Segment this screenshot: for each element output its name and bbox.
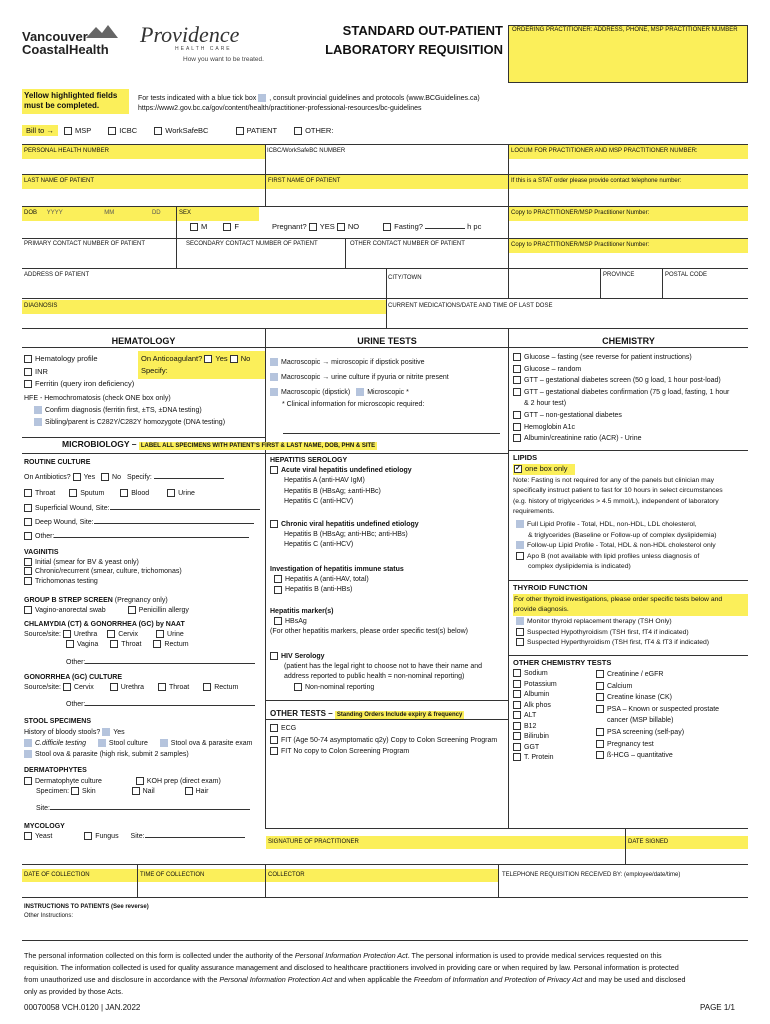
gc-throat[interactable]: Throat [158, 684, 189, 691]
blue-notice: For tests indicated with a blue tick box , consult provincial guidelines and protocols (www.BCGuidelines.ca) https://www2.gov.bc.ca/gov/content/health/practitioner-professional-resources/bc-guidelines [138, 95, 480, 112]
bill-msp[interactable]: MSP [64, 126, 91, 135]
urine-title: URINE TESTS [357, 336, 417, 346]
derm-nail[interactable]: Nail [132, 788, 155, 795]
gtt-screen[interactable]: GTT – gestational diabetes screen (50 g load, 1 hour post-load) [513, 375, 729, 387]
copy-to-2-field[interactable]: Copy to PRACTITIONER/MSP Practitioner Number: [509, 239, 748, 253]
apo-b[interactable]: Apo B (not available with lipid profiles unless diagnosis of [516, 552, 717, 563]
thyroid-hypo[interactable]: Suspected Hypothyroidism (TSH first, fT4 if indicated) [516, 628, 709, 639]
lipids-title: LIPIDS [513, 453, 538, 462]
culture-site-row [24, 489, 195, 498]
anticoag-box: On Anticoagulant? Yes No Specify: [138, 351, 265, 379]
hematology-list [24, 353, 134, 391]
hfe-sibling[interactable]: Sibling/parent is C282Y/C282Y homozygote (DNA testing) [34, 417, 225, 429]
fasting-check[interactable]: Fasting? [383, 222, 423, 231]
chem-psa[interactable]: PSA – Known or suspected prostate [596, 704, 719, 716]
hematology-title: HEMATOLOGY [111, 336, 176, 346]
form-number: 00070058 VCH.0120 | JAN.2022 [24, 1003, 141, 1012]
providence-tagline: How you want to be treated. [183, 56, 264, 63]
sex-f[interactable]: F [223, 222, 239, 231]
ct-gc-block: CHLAMYDIA (CT) & GONORRHEA (GC) by NAAT Source/site: Urethra Cervix Urine Vagina Throat Rectum [24, 621, 189, 648]
gc-urethra[interactable]: Urethra [110, 684, 144, 691]
ferritin[interactable]: Ferritin (query iron deficiency) [24, 378, 134, 391]
gtt-confirm[interactable]: GTT – gestational diabetes confirmation (75 g load, fasting, 1 hour [513, 387, 729, 399]
hiv-nonnominal[interactable]: Non-nominal reporting [294, 683, 482, 693]
billing-row [22, 127, 333, 136]
derm-hair[interactable]: Hair [185, 788, 209, 795]
date-signed-field[interactable]: DATE SIGNED [626, 836, 748, 849]
stool-block: STOOL SPECIMENS History of bloody stools? Yes C.difficile testing Stool culture Stool ova & parasite exam Stool ova & parasite (high risk, submit 2 samples) [24, 718, 253, 758]
derm-skin[interactable]: Skin [71, 788, 96, 795]
lipids-one-box[interactable]: ✓ one box only [513, 464, 575, 475]
stool-ova[interactable]: Stool ova & parasite exam [160, 740, 253, 747]
telephone-field[interactable]: TELEPHONE REQUISITION RECEIVED BY: (employee/date/time) [502, 872, 681, 878]
superficial-wound[interactable]: Superficial Wound, Site: [24, 504, 260, 513]
bill-worksafebc[interactable]: WorkSafeBC [154, 126, 208, 135]
vag-initial[interactable]: Initial (smear for BV & yeast only) [24, 558, 182, 568]
page-number: PAGE 1/1 [700, 1003, 735, 1012]
urine-list: Macroscopic → microscopic if dipstick positive Macroscopic → urine culture if pyuria or nitrite present Macroscopic (dipstick) Microscopic * * Clinical information for microscopic required: [270, 355, 449, 409]
instructions-label: INSTRUCTIONS TO PATIENTS (See reverse) [24, 904, 149, 910]
derm-culture[interactable]: Dermatophyte culture [24, 778, 102, 785]
fit-no-copy[interactable]: FIT No copy to Colon Screening Program [270, 746, 497, 758]
hep-chronic-block: Chronic viral hepatitis undefined etiology Hepatitis B (HBsAg; anti-HBc; anti-HBs) Hepatitis C (anti-HCV) [270, 520, 419, 551]
lipids-list: Full Lipid Profile - Total, HDL, non-HDL, LDL cholesterol, & triglycerides (Baseline or Follow-up of complex dyslipidemia) Follow-up Lipid Profile - Total, HDL & non-HDL cholesterol only Apo B (not available with lipid profiles unless diagnosis of complex dyslipidemia is indicated) [516, 520, 717, 573]
culture-blood[interactable]: Blood [120, 490, 149, 497]
vag-trich[interactable]: Trichomonas testing [24, 577, 182, 587]
pregnant-no[interactable]: NO [337, 222, 359, 231]
culture-other[interactable]: Other: [24, 532, 249, 541]
copy-to-1-field[interactable]: Copy to PRACTITIONER/MSP Practitioner Number: [509, 207, 748, 221]
chemistry-title: CHEMISTRY [602, 336, 655, 346]
hiv-serology[interactable]: HIV Serology [270, 652, 482, 662]
bill-icbc[interactable]: ICBC [108, 126, 137, 135]
hep-immune-a[interactable]: Hepatitis A (anti-HAV, total) [274, 575, 404, 585]
hep-chronic[interactable]: Chronic viral hepatitis undefined etiology [270, 520, 419, 530]
chem-calcium[interactable]: Calcium [596, 681, 719, 693]
date-collection-field[interactable]: DATE OF COLLECTION [22, 869, 137, 882]
vch-mountain-icon [86, 24, 118, 38]
thyroid-list [516, 617, 709, 649]
anticoag-specify[interactable]: Specify: [141, 366, 168, 375]
ordering-practitioner-label: ORDERING PRACTITIONER: ADDRESS, PHONE, MSP PRACTITIONER NUMBER [512, 27, 738, 33]
diagnosis-field[interactable]: DIAGNOSIS [22, 300, 386, 314]
other-tests-title: OTHER TESTS – Standing Orders Include expiry & frequency [270, 709, 463, 718]
other-instructions[interactable]: Other Instructions: [24, 913, 74, 919]
cdiff[interactable]: C.difficile testing [24, 740, 86, 747]
myco-yeast[interactable]: Yeast [24, 833, 52, 840]
chem-tprotein[interactable]: T. Protein [513, 753, 557, 764]
chemistry-list: Glucose – fasting (see reverse for patient instructions) Glucose – random GTT – gestational diabetes screen (50 g load, 1 hour post-load) GTT – gestational diabetes confirmation (75 g load, fasting, 1 hour & 2 hour test) GTT – non-gestational diabetes Hemoglobin A1c Albumin/creatinine ratio (ACR) - Urine [513, 352, 729, 445]
signature-field[interactable]: SIGNATURE OF PRACTITIONER [266, 836, 625, 849]
phn-field[interactable]: PERSONAL HEALTH NUMBER [22, 145, 265, 159]
ecg[interactable]: ECG [270, 723, 497, 735]
vch-logo: Vancouver CoastalHealth [22, 29, 109, 57]
medications-field[interactable]: CURRENT MEDICATIONS/DATE AND TIME OF LAST DOSE [388, 303, 553, 309]
gbs-block: GROUP B STREP SCREEN (Pregnancy only) Vagino-anorectal swab Penicillin allergy [24, 597, 189, 614]
fit-copy[interactable]: FIT (Age 50-74 asymptomatic q2y) Copy to Colon Screening Program [270, 735, 497, 747]
chem-b12[interactable]: B12 [513, 722, 557, 733]
icbc-wsbc-field[interactable]: ICBC/WorkSafeBC NUMBER [267, 148, 346, 154]
hep-immune-block: Investigation of hepatitis immune status Hepatitis A (anti-HAV, total) Hepatitis B (anti-HBs) [270, 565, 404, 596]
hep-block: HEPATITIS SEROLOGY Acute viral hepatitis undefined etiology Hepatitis A (anti-HAV IgM) Hepatitis B (HBsAg; ±anti-HBc) Hepatitis C (anti-HCV) [270, 457, 412, 505]
other-chem-title: OTHER CHEMISTRY TESTS [513, 658, 612, 667]
hfe-confirm[interactable]: Confirm diagnosis (ferritin first, ±TS, ±DNA testing) [34, 405, 225, 417]
glucose-random[interactable]: Glucose – random [513, 364, 729, 376]
first-name-field[interactable]: FIRST NAME OF PATIENT [266, 175, 508, 189]
culture-throat[interactable]: Throat [24, 490, 55, 497]
bill-patient[interactable]: PATIENT [236, 126, 277, 135]
derm-koh[interactable]: KOH prep (direct exam) [136, 778, 221, 785]
chem-sodium[interactable]: Sodium [513, 669, 557, 680]
myco-block: MYCOLOGY Yeast Fungus Site: [24, 822, 245, 842]
privacy-statement: The personal information collected on this form is collected under the authority of the Personal Information Protection Act. The personal information is used to provide medical services requested on this requisition. The information collected is used for quality assurance management and disclosed to healthcare practitioners involved in providing care or when required by law. Personal information is protected from unauthorized use and disclosure in accordance with the Personal Information Protection Act and when applicable the Freedom of Information and Protection of Privacy Act and may be used and disclosed only as provided by those Acts. [24, 951, 686, 996]
gbs-penicillin[interactable]: Penicillin allergy [128, 607, 189, 614]
locum-field[interactable]: LOCUM FOR PRACTITIONER AND MSP PRACTITIONER NUMBER: [509, 145, 748, 159]
sex-m[interactable]: M [190, 222, 207, 231]
deep-wound[interactable]: Deep Wound, Site: [24, 518, 254, 527]
secondary-contact-field[interactable]: SECONDARY CONTACT NUMBER OF PATIENT [186, 241, 318, 247]
gc-other[interactable]: Other: [66, 701, 255, 709]
hep-immune-b[interactable]: Hepatitis B (anti-HBs) [274, 585, 404, 595]
address-field[interactable]: ADDRESS OF PATIENT [24, 272, 90, 278]
collector-field[interactable]: COLLECTOR [266, 869, 498, 882]
derm-block: DERMATOPHYTES Dermatophyte culture KOH prep (direct exam) Specimen: Skin Nail Hair [24, 767, 221, 795]
chem-alkphos[interactable]: Alk phos [513, 701, 557, 712]
chem-bilirubin[interactable]: Bilirubin [513, 732, 557, 743]
hep-hbsag[interactable]: HBsAg [274, 617, 468, 627]
hba1c[interactable]: Hemoglobin A1c [513, 422, 729, 434]
micro-block: ROUTINE CULTURE [24, 459, 91, 466]
gtt-non[interactable]: GTT – non-gestational diabetes [513, 410, 729, 422]
sex-options [190, 223, 239, 232]
gbs-swab[interactable]: Vagino-anorectal swab [24, 607, 106, 614]
chem-bhcg[interactable]: ß-HCG – quantitative [596, 750, 719, 762]
postal-field[interactable]: POSTAL CODE [665, 272, 708, 278]
chem-creatinine[interactable]: Creatinine / eGFR [596, 669, 719, 681]
ct-cervix[interactable]: Cervix [107, 631, 138, 638]
hematology-profile[interactable]: Hematology profile [24, 353, 134, 366]
other-chem-right: Creatinine / eGFR Calcium Creatine kinase (CK) PSA – Known or suspected prostate cancer (MSP billable) PSA screening (self-pay) Pregnancy test ß-HCG – quantitative [596, 669, 719, 762]
anticoag-yes[interactable]: Yes [204, 354, 227, 363]
thyroid-hyper[interactable]: Suspected Hyperthyroidism (TSH first, fT4 & fT3 if indicated) [516, 638, 709, 649]
urine-dipstick[interactable]: Macroscopic (dipstick) [270, 389, 350, 396]
vag-chronic[interactable]: Chronic/recurrent (smear, culture, trichomonas) [24, 567, 182, 577]
time-collection-field[interactable]: TIME OF COLLECTION [138, 869, 265, 882]
myco-fungus[interactable]: Fungus [84, 833, 118, 840]
ct-other[interactable]: Other: [66, 659, 255, 667]
culture-sputum[interactable]: Sputum [69, 490, 104, 497]
stool-yes[interactable]: Yes [102, 729, 124, 736]
hep-markers-block: Hepatitis marker(s) HBsAg (For other hepatitis markers, please order specific test(s) below) [270, 608, 469, 636]
last-name-field[interactable]: LAST NAME OF PATIENT [22, 175, 265, 189]
urine-microscopic[interactable]: Microscopic * [356, 389, 409, 396]
province-field[interactable]: PROVINCE [603, 272, 635, 278]
blue-tick-sample [258, 94, 266, 102]
gc-rectum[interactable]: Rectum [203, 684, 238, 691]
gc-cervix[interactable]: Cervix [63, 684, 94, 691]
yellow-notice: Yellow highlighted fields must be completed. [22, 89, 129, 114]
stat-field[interactable]: If this is a STAT order please provide contact telephone number: [509, 175, 748, 189]
chem-albumin[interactable]: Albumin [513, 690, 557, 701]
lipids-note: Note: Fasting is not required for any of the panels but clinician may specifically instruct patient to fast for 10 hours in select circumstances (e.g. history of triglycerides > 4.5 mmol/L), independent of laboratory requirements. [513, 477, 723, 515]
antibiotics-row: On Antibiotics? Yes No Specify: [24, 473, 224, 482]
stool-ova-2[interactable]: Stool ova & parasite (high risk, submit 2 samples) [24, 749, 253, 760]
chem-alt[interactable]: ALT [513, 711, 557, 722]
thyroid-title: THYROID FUNCTION [513, 583, 588, 592]
antibiotics-yes[interactable]: Yes [73, 474, 95, 481]
vaginitis-block: VAGINITIS Initial (smear for BV & yeast only) Chronic/recurrent (smear, culture, trichomonas) Trichomonas testing [24, 549, 182, 585]
chem-ck[interactable]: Creatine kinase (CK) [596, 692, 719, 704]
form-title: STANDARD OUT-PATIENT LABORATORY REQUISITION [325, 23, 503, 57]
ct-urethra[interactable]: Urethra [63, 631, 97, 638]
chem-potassium[interactable]: Potassium [513, 680, 557, 691]
thyroid-note: For other thyroid investigations, please order specific tests below and provide diagnosis. [513, 594, 748, 616]
inr[interactable]: INR [24, 366, 134, 379]
bill-to-label: Bill to → [22, 125, 58, 136]
urine-macro-micro[interactable]: Macroscopic → microscopic if dipstick positive [270, 355, 449, 370]
lipid-followup[interactable]: Follow-up Lipid Profile - Total, HDL & non-HDL cholesterol only [516, 541, 717, 552]
bill-other[interactable]: OTHER: [294, 126, 333, 135]
derm-site[interactable]: Site: [36, 805, 250, 813]
chem-pregnancy[interactable]: Pregnancy test [596, 739, 719, 751]
glucose-fasting[interactable]: Glucose – fasting (see reverse for patient instructions) [513, 352, 729, 364]
stool-culture[interactable]: Stool culture [98, 740, 148, 747]
urine-macro-culture[interactable]: Macroscopic → urine culture if pyuria or nitrite present [270, 370, 449, 385]
hfe-block: HFE - Hemochromatosis (check ONE box only) Confirm diagnosis (ferritin first, ±TS, ±DNA testing) Sibling/parent is C282Y/C282Y homozygote (DNA testing) [24, 393, 225, 429]
thyroid-monitor[interactable]: Monitor thyroid replacement therapy (TSH Only) [516, 617, 709, 628]
lipid-full[interactable]: Full Lipid Profile - Total, HDL, non-HDL, LDL cholesterol, [516, 520, 717, 531]
hiv-block: HIV Serology (patient has the legal right to choose not to have their name and address reported to public health = non-nominal reporting) Non-nominal reporting [270, 652, 482, 693]
anticoag-no[interactable]: No [230, 354, 251, 363]
city-field[interactable]: CITY/TOWN [388, 275, 422, 281]
antibiotics-no[interactable]: No [101, 474, 121, 481]
ct-throat[interactable]: Throat [110, 641, 141, 648]
ct-vagina[interactable]: Vagina [66, 641, 98, 648]
pregnant-row: Pregnant? YES NO Fasting? h pc [272, 222, 482, 231]
sex-field[interactable]: SEX [177, 207, 259, 221]
primary-contact-field[interactable]: PRIMARY CONTACT NUMBER OF PATIENT [24, 241, 146, 247]
pregnant-yes[interactable]: YES [309, 222, 335, 231]
other-contact-field[interactable]: OTHER CONTACT NUMBER OF PATIENT [350, 241, 465, 247]
chem-ggt[interactable]: GGT [513, 743, 557, 754]
chem-psa-screen[interactable]: PSA screening (self-pay) [596, 727, 719, 739]
other-tests-list [270, 723, 497, 758]
ct-rectum[interactable]: Rectum [153, 641, 188, 648]
micro-title: MICROBIOLOGY – LABEL ALL SPECIMENS WITH PATIENT’S FIRST & LAST NAME, DOB, PHN & SITE [62, 439, 376, 449]
hep-acute[interactable]: Acute viral hepatitis undefined etiology [270, 466, 412, 476]
gc-block: GONORRHEA (GC) CULTURE Source/site: Cervix Urethra Throat Rectum [24, 674, 239, 691]
acr[interactable]: Albumin/creatinine ratio (ACR) - Urine [513, 433, 729, 445]
providence-sub: HEALTH CARE [175, 46, 232, 52]
culture-urine[interactable]: Urine [167, 490, 195, 497]
dob-field[interactable]: DOB YYYY MM DD [22, 207, 176, 221]
ct-urine[interactable]: Urine [156, 631, 184, 638]
providence-logo: Providence [140, 22, 240, 47]
other-chem-left [513, 669, 557, 764]
